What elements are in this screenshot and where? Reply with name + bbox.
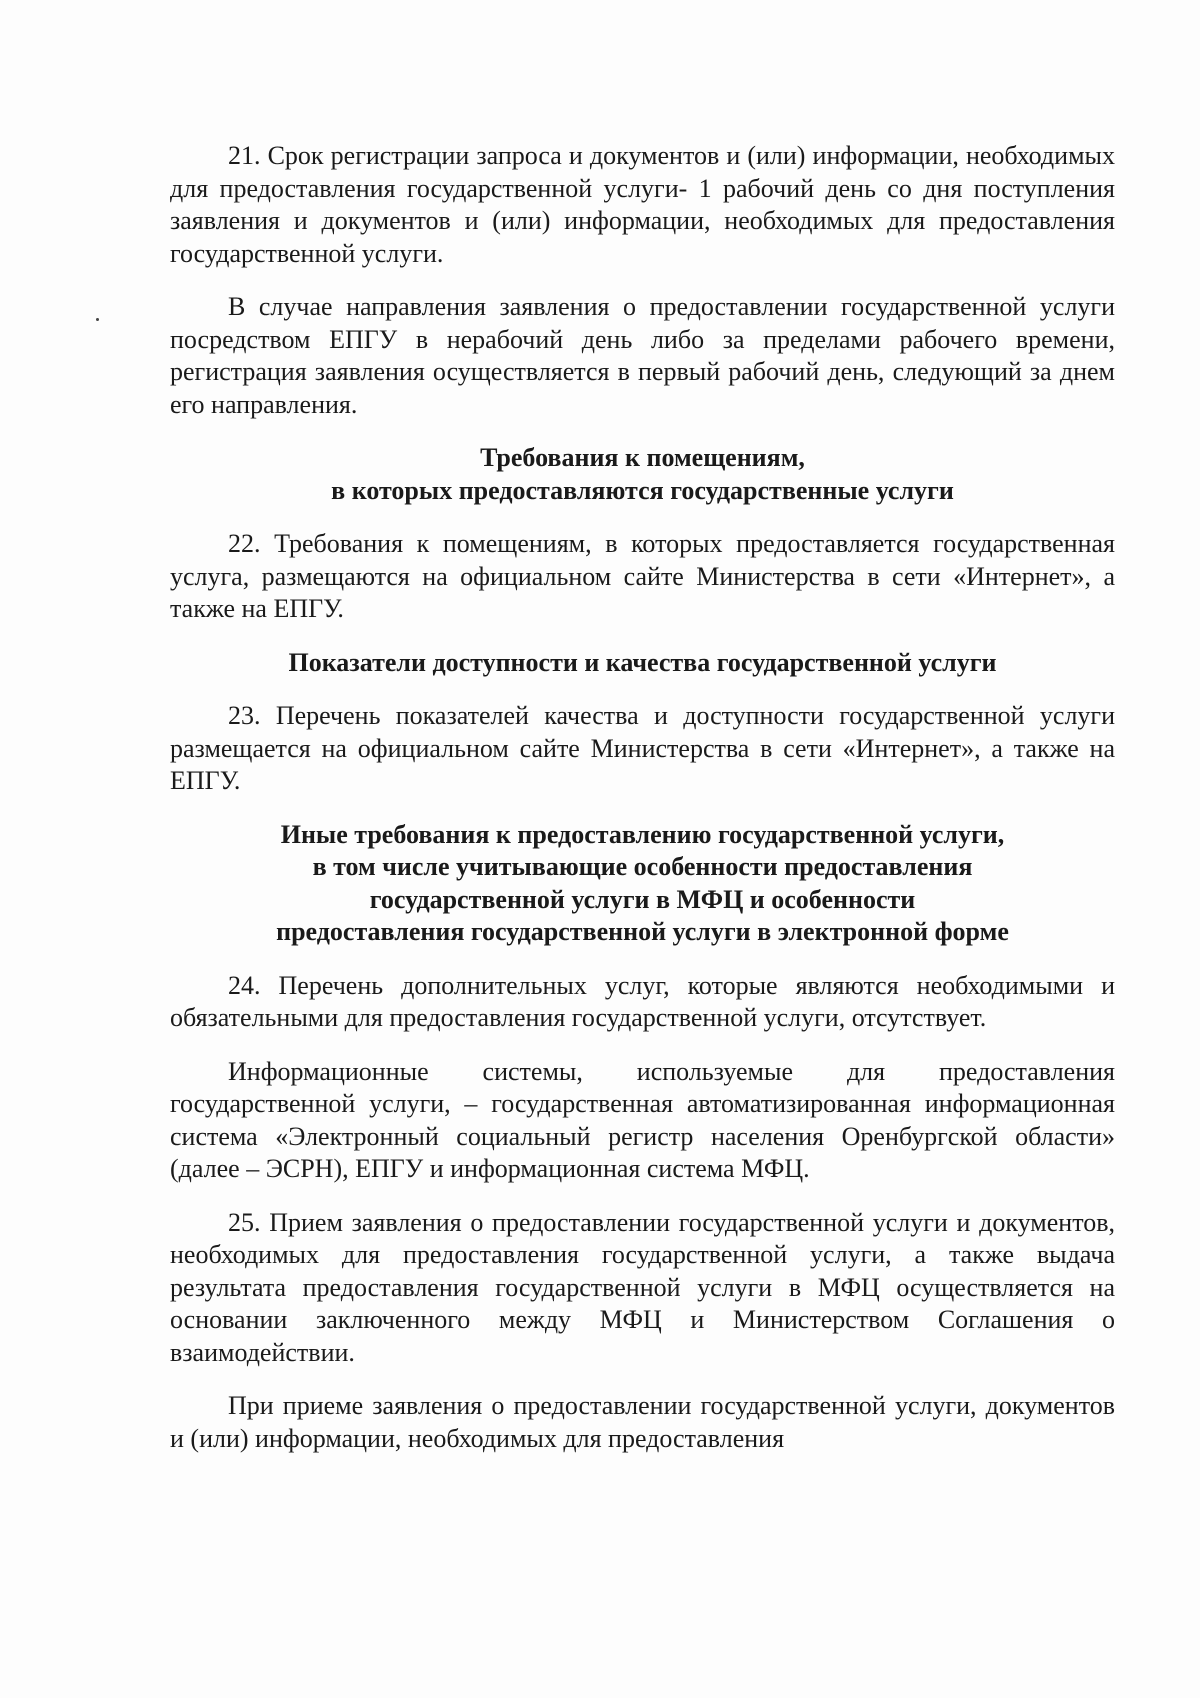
paragraph: 22. Требования к помещениям, в которых предоставляется государственная услуга, размещаются на официальном сайте Министерства в сети «Интернет», а также на ЕПГУ. [170,529,1115,623]
paragraph: При приеме заявления о предоставлении государственной услуги, документов и (или) информации, необходимых для предоставления [170,1391,1115,1453]
paragraph: 25. Прием заявления о предоставлении государственной услуги и документов, необходимых для предоставления государственной услуги, а также выдача результата предоставления государственной услуги в МФЦ осуществляется на основании заключенного между МФЦ и Министерством Соглашения о взаимодействии. [170,1207,1115,1367]
document-body [170,140,1115,1476]
paragraph: 24. Перечень дополнительных услуг, которые являются необходимыми и обязательными для предоставления государственной услуги, отсутствует. [170,970,1115,1032]
paragraph: В случае направления заявления о предоставлении государственной услуги посредством ЕПГУ в нерабочий день либо за пределами рабочего времени, регистрация заявления осуществляется в первый рабочий день, следующий за днем его направления. [170,292,1115,419]
section-heading-line: предоставления государственной услуги в электронной форме [276,917,1009,946]
section-heading-line: государственной услуги в МФЦ и особенности [369,884,916,914]
section-heading-line: в том числе учитывающие особенности предоставления [312,852,973,881]
paragraph: 23. Перечень показателей качества и доступности государственной услуги размещается на официальном сайте Министерства в сети «Интернет», а также на ЕПГУ. [170,701,1115,795]
scan-speck [96,318,99,321]
paragraph: Информационные системы, используемые для предоставления государственной услуги, – государственная автоматизированная информационная система «Электронный социальный регистр населения Оренбургской области» (далее – ЭСРН), ЕПГУ и информационная система МФЦ. [170,1056,1115,1183]
section-heading-line: Показатели доступности и качества государственной услуги [288,647,997,677]
section-heading-line: Требования к помещениям, [480,443,805,472]
section-heading-line: Иные требования к предоставлению государственной услуги, [280,819,1005,849]
section-heading [170,819,1115,949]
section-heading-line: в которых предоставляются государственные услуги [331,475,954,505]
section-heading [170,442,1115,507]
section-heading [170,647,1115,680]
paragraph: 21. Срок регистрации запроса и документов и (или) информации, необходимых для предоставления государственной услуги- 1 рабочий день со дня поступления заявления и документов и (или) информации, необходимых для предоставления государственной услуги. [170,141,1115,268]
